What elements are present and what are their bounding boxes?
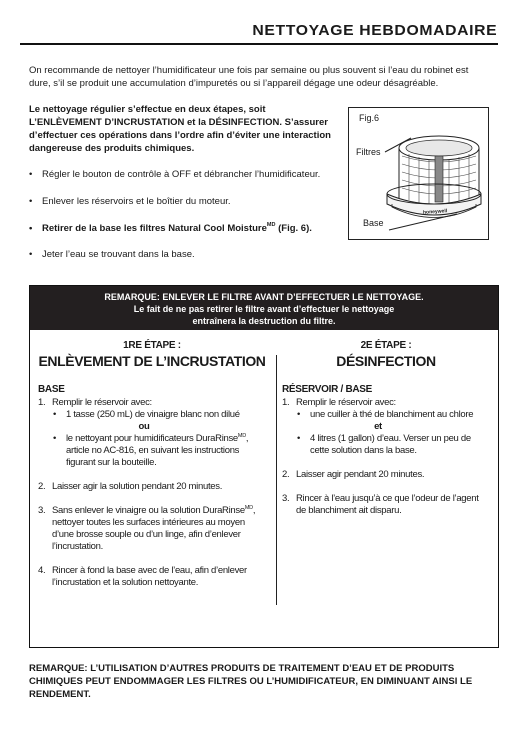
figure-label-filtres: Filtres [356, 147, 381, 157]
text-fragment: le nettoyant pour humidificateurs DuraRinse [66, 433, 238, 444]
item-text: Rincer à l’eau jusqu’à ce que l’odeur de l’agent de blanchiment ait disparu. [296, 493, 479, 516]
item-text: Laisser agir la solution pendant 20 minutes. [52, 481, 223, 492]
item-number: 2. [282, 469, 290, 480]
item-text [52, 505, 266, 553]
or-separator: ou [138, 421, 150, 432]
column-divider [276, 355, 277, 605]
figure-caption: Fig.6 [359, 113, 380, 123]
remark-line: entraînera la destruction du filtre. [192, 316, 336, 326]
trademark-sup: MD [244, 505, 253, 511]
item-number: 4. [38, 565, 46, 576]
item-text: Remplir le réservoir avec: [52, 397, 152, 408]
sub-item [52, 409, 266, 421]
cleaning-steps-panel [29, 285, 499, 648]
trademark-sup: MD [266, 222, 276, 228]
bullet-icon: • [53, 433, 57, 444]
bullet-item [29, 195, 231, 208]
remark-line: Le fait de ne pas retirer le filtre avant d’effectuer le nettoyage [133, 304, 395, 314]
step1-section: BASE [38, 384, 65, 395]
text-fragment: , nettoyer toutes les surfaces intérieures au moyen d’une brosse souple ou d’un linge, afin d’enlever l’incrustation. [52, 505, 256, 552]
item-number: 1. [282, 397, 290, 408]
step2-column [282, 340, 490, 529]
bullet-text: Jeter l’eau se trouvant dans la base. [42, 249, 195, 260]
bullet-item [29, 222, 312, 235]
step1-item-2 [38, 481, 266, 493]
step2-item-2 [282, 469, 490, 481]
bullet-icon: • [29, 249, 33, 260]
sub-item [296, 433, 490, 457]
remark-banner [30, 286, 498, 330]
bullet-item [29, 168, 320, 181]
step2-item-3 [282, 493, 490, 517]
item-text: Laisser agir pendant 20 minutes. [296, 469, 425, 480]
sub-item [52, 433, 266, 469]
step2-label: 2E ÉTAPE : [360, 340, 412, 351]
bullet-icon: • [29, 223, 33, 234]
and-separator: et [374, 421, 382, 432]
step1-item-3 [38, 505, 266, 553]
step1-title: ENLÈVEMENT DE L’INCRUSTATION [38, 353, 266, 369]
step2-title: DÉSINFECTION [336, 353, 436, 369]
item-number: 3. [38, 505, 46, 516]
sub-item-text: 1 tasse (250 mL) de vinaigre blanc non dilué [66, 409, 240, 420]
bullet-icon: • [297, 409, 301, 420]
item-number: 3. [282, 493, 290, 504]
step1-item-4 [38, 565, 266, 589]
step1-column [38, 340, 266, 601]
brand-logo: honeywell [422, 208, 448, 216]
sub-item [296, 409, 490, 421]
intro-paragraph: On recommande de nettoyer l’humidificateur une fois par semaine ou plus souvent si l’eau du robinet est dure, s’il se produit une accumulation d’impuretés ou si l’appareil dégage une odeur désagréable. [29, 65, 469, 89]
item-number: 2. [38, 481, 46, 492]
bullet-text: Régler le bouton de contrôle à OFF et débrancher l’humidificateur. [42, 169, 321, 180]
sub-item-text: 4 litres (1 gallon) d’eau. Verser un peu de cette solution dans la base. [310, 433, 471, 456]
bullet-icon: • [297, 433, 301, 444]
step1-item-1 [38, 397, 266, 469]
bullet-icon: • [53, 409, 57, 420]
step2-item-1 [282, 397, 490, 457]
item-text: Rincer à fond la base avec de l’eau, afin d’enlever l’incrustation et la solution nettoyante. [52, 565, 247, 588]
item-number: 1. [38, 397, 46, 408]
text-fragment: Sans enlever le vinaigre ou la solution DuraRinse [52, 505, 245, 516]
page-title: NETTOYAGE HEBDOMADAIRE [252, 22, 497, 39]
item-text: Remplir le réservoir avec: [296, 397, 396, 408]
bullet-icon: • [29, 169, 33, 180]
bullet-text: Enlever les réservoirs et le boîtier du moteur. [42, 196, 231, 207]
bullet-text: Retirer de la base les filtres Natural Cool Moisture [42, 223, 267, 234]
bullet-item [29, 248, 195, 261]
trademark-sup: MD [237, 433, 246, 439]
footer-remark: REMARQUE: L’UTILISATION D’AUTRES PRODUITS DE TRAITEMENT D’EAU ET DE PRODUITS CHIMIQUES PEUT ENDOMMAGER LES FILTRES OU L’HUMIDIFICATEUR, EN DIMINUANT AINSI LE RENDEMENT. [29, 663, 473, 700]
header-rule [20, 43, 498, 45]
sub-item-text [62, 433, 266, 469]
bullet-text: (Fig. 6). [275, 223, 312, 234]
bullet-icon: • [29, 196, 33, 207]
steps-intro-paragraph: Le nettoyage régulier s’effectue en deux étapes, soit L’ENLÈVEMENT D’INCRUSTATION et la DÉSINFECTION. S’assurer d’effectuer ces opérations dans l’ordre afin d’éviter une interaction dangereuse des produits chimiques. [29, 104, 331, 154]
step1-label: 1RE ÉTAPE : [123, 340, 181, 351]
text-fragment: , article no AC-816, en suivant les instructions figurant sur la bouteille. [66, 433, 249, 468]
humidifier-illustration [349, 108, 488, 239]
sub-item-text: une cuiller à thé de blanchiment au chlore [310, 409, 474, 420]
figure-label-base: Base [363, 218, 384, 228]
figure-6 [348, 107, 489, 240]
step2-section: RÉSERVOIR / BASE [282, 384, 373, 395]
remark-line: REMARQUE: ENLEVER LE FILTRE AVANT D’EFFECTUER LE NETTOYAGE. [104, 292, 424, 302]
